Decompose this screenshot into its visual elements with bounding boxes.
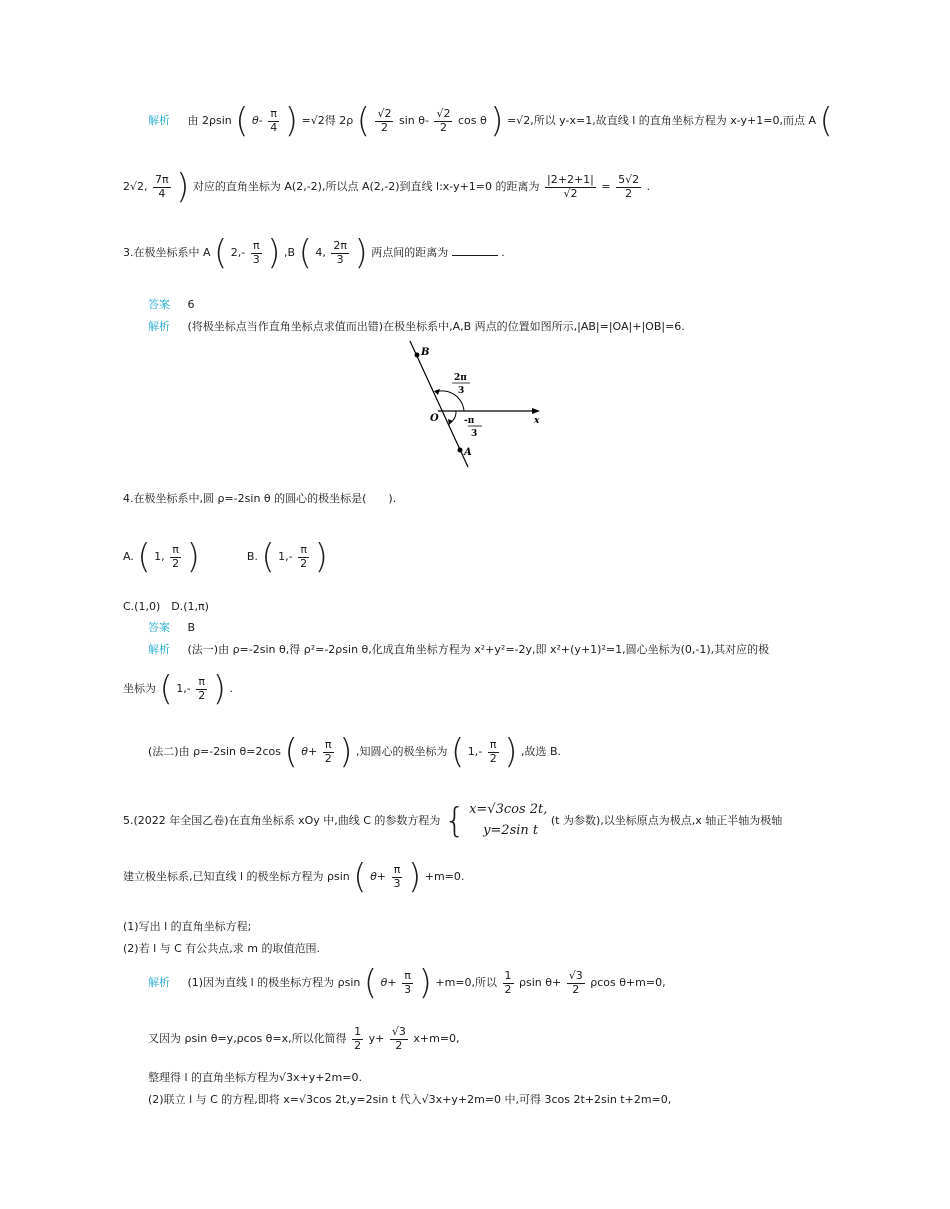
fraction: $\frac{\pi}{2}$: [198, 674, 206, 702]
paren: ): [186, 537, 200, 577]
text: ,知圆心的极坐标为: [355, 745, 448, 758]
text: 3.在极坐标系中 A: [123, 246, 211, 259]
answer-label: 答案: [148, 298, 170, 311]
fraction: $\frac{7\pi}{4}$: [155, 172, 169, 200]
text: (t 为参数),以坐标原点为极点,x 轴正半轴为极轴: [550, 813, 783, 827]
analysis-5-line-3: [148, 1069, 362, 1085]
paren: (: [298, 233, 312, 273]
text: 又因为 ρsin θ=y,ρcos θ=x,所以化简得: [148, 1032, 347, 1046]
fraction: $\frac{|2+2+1|}{√2}$: [547, 172, 594, 200]
text: (2)若 l 与 C 有公共点,求 m 的取值范围.: [123, 942, 321, 955]
answer-3: [148, 296, 195, 312]
question-5: [123, 800, 782, 842]
paren: ): [504, 732, 518, 772]
angle-label-num: 2π: [454, 373, 467, 383]
text: .: [501, 246, 505, 259]
analysis-label: 解析: [148, 320, 170, 333]
label-O: O: [430, 413, 439, 424]
text: +m=0,所以: [435, 976, 498, 989]
option-B: B.: [246, 550, 258, 563]
question-4: [123, 490, 396, 506]
paren: ): [176, 167, 190, 207]
text: 2,-: [230, 246, 246, 259]
text: (将极坐标点当作直角坐标点求值而出错)在极坐标系中,A,B 两点的位置如图所示,|AB|=|OA|+|OB|=6.: [187, 320, 685, 333]
text: +m=0.: [424, 870, 465, 883]
fraction: $\frac{5√2}{2}$: [618, 172, 640, 200]
paren: (: [450, 732, 465, 772]
polar-figure: [400, 335, 560, 475]
fraction: $\frac{2\pi}{3}$: [333, 238, 347, 266]
text: 整理得 l 的直角坐标方程为√3x+y+2m=0.: [148, 1071, 362, 1084]
fraction: $\frac{\pi}{2}$: [489, 737, 497, 765]
fraction: $\frac{1}{2}$: [504, 968, 512, 996]
question-3: [123, 233, 505, 273]
options-CD: [123, 598, 209, 614]
text: ,故选 B.: [520, 745, 561, 758]
text: =√2,所以 y-x=1,故直线 l 的直角坐标方程为 x-y+1=0,而点 A: [506, 114, 816, 127]
analysis-label: 解析: [148, 114, 170, 127]
paren: (: [819, 101, 833, 141]
text: 4,: [315, 246, 326, 259]
text: 1,-: [467, 745, 483, 758]
text: 1,: [154, 550, 165, 563]
paren: ): [490, 101, 504, 141]
text: ,B: [284, 246, 296, 259]
text: (1)写出 l 的直角坐标方程;: [123, 920, 252, 933]
answer-value: B: [187, 621, 196, 634]
text: 5.(2022 年全国乙卷)在直角坐标系 xOy 中,曲线 C 的参数方程为: [123, 813, 441, 827]
label-A: A: [464, 447, 472, 458]
fraction: $\frac{1}{2}$: [354, 1025, 362, 1052]
text: (2)联立 l 与 C 的方程,即将 x=√3cos 2t,y=2sin t 代入√3x+y+2m=0 中,可得 3cos 2t+2sin t+2m=0,: [148, 1093, 672, 1106]
fraction: $\frac{\pi}{3}$: [404, 968, 412, 996]
paren: (: [356, 101, 370, 141]
point-B: [415, 353, 420, 358]
analysis-4-line-1: [148, 641, 769, 657]
fraction: $\frac{√2}{2}$: [377, 106, 392, 134]
question-5-line-2: [123, 857, 465, 897]
answer-label: 答案: [148, 621, 170, 634]
text: 1,-: [176, 682, 191, 695]
paren: (: [214, 233, 228, 273]
text: 1,-: [278, 550, 293, 563]
equation: y=2sin t: [483, 822, 539, 838]
text: (法一)由 ρ=-2sin θ,得 ρ²=-2ρsin θ,化成直角坐标方程为 x²+y²=-2y,即 x²+(y+1)²=1,圆心坐标为(0,-1),其对应的极: [187, 643, 770, 656]
fraction: $\frac{\pi}{4}$: [270, 106, 278, 134]
text: 坐标为: [123, 682, 156, 695]
label-x: x: [534, 416, 540, 426]
text: θ+: [301, 745, 318, 758]
paren: ): [267, 233, 281, 273]
subquestion-1: [123, 918, 251, 934]
label-B: B: [421, 347, 430, 358]
text: (法二)由 ρ=-2sin θ=2cos: [148, 745, 281, 758]
analysis-4-line-2: [123, 669, 233, 709]
text: y+: [368, 1032, 385, 1046]
paren: (: [284, 732, 298, 772]
analysis-3: [148, 318, 685, 334]
param-system: [469, 800, 547, 842]
angle-label-den: 3: [471, 429, 478, 439]
paren: (: [353, 857, 367, 897]
fraction: $\frac{\pi}{2}$: [172, 542, 180, 570]
fraction: $\frac{√2}{2}$: [436, 106, 451, 134]
options-AB: [123, 537, 328, 577]
text: ρsin θ+: [519, 976, 562, 989]
text: .: [646, 180, 651, 193]
angle-label-den: 3: [458, 386, 465, 396]
equation: x=√3cos 2t,: [469, 802, 548, 817]
text: 由 2ρsin: [187, 114, 232, 127]
text: C.(1,0) D.(1,π): [123, 600, 209, 613]
text: 两点间的距离为: [371, 246, 449, 259]
answer-4: [148, 619, 195, 635]
paren: (: [235, 101, 249, 141]
paren: (: [137, 537, 151, 577]
paren: ): [314, 537, 328, 577]
fraction: $\frac{√3}{2}$: [391, 1025, 406, 1052]
text: .: [229, 682, 233, 695]
text: ρcos θ+m=0,: [590, 976, 666, 989]
text: (1)因为直线 l 的极坐标方程为 ρsin: [187, 976, 361, 989]
text: θ-: [252, 114, 263, 127]
paren: ): [284, 101, 298, 141]
paren: (: [159, 669, 173, 709]
text: θ+: [380, 976, 397, 989]
text: =√2得 2ρ: [301, 114, 354, 127]
fraction: $\frac{√3}{2}$: [568, 968, 583, 996]
paren: (: [363, 963, 378, 1003]
fraction: $\frac{\pi}{3}$: [393, 862, 401, 890]
fraction: $\frac{\pi}{3}$: [252, 238, 260, 266]
text: x+m=0,: [413, 1032, 460, 1046]
x-axis-arrow: [532, 408, 540, 414]
text: 4.在极坐标系中,圆 ρ=-2sin θ 的圆心的极坐标是( ).: [123, 492, 397, 505]
paren: ): [418, 963, 432, 1003]
analysis-4-line-3: [148, 732, 561, 772]
solution-line-1: [148, 101, 833, 141]
text: θ+: [370, 870, 387, 883]
option-A: A.: [123, 550, 134, 563]
fraction: $\frac{\pi}{2}$: [300, 542, 308, 570]
text: 2√2,: [123, 180, 148, 193]
text: 建立极坐标系,已知直线 l 的极坐标方程为 ρsin: [123, 870, 350, 883]
text: 对应的直角坐标为 A(2,-2),所以点 A(2,-2)到直线 l:x-y+1=0 的距离为: [192, 180, 540, 193]
paren: ): [339, 732, 353, 772]
text: cos θ: [457, 114, 487, 127]
brace: {: [443, 800, 466, 841]
analysis-5-line-2: [148, 1026, 460, 1052]
subquestion-2: [123, 940, 320, 956]
paren: ): [354, 233, 368, 273]
answer-blank: [452, 255, 498, 256]
angle-label-num: -π: [464, 416, 475, 426]
analysis-label: 解析: [148, 976, 170, 989]
answer-value: 6: [187, 298, 195, 311]
analysis-label: 解析: [148, 643, 170, 656]
analysis-5-line-1: [148, 963, 666, 1003]
paren: ): [212, 669, 226, 709]
paren: ): [408, 857, 422, 897]
text: =: [601, 180, 611, 193]
point-A: [458, 448, 463, 453]
solution-line-2: [123, 167, 651, 207]
text: sin θ-: [398, 114, 429, 127]
paren: (: [261, 537, 275, 577]
analysis-5-line-4: [148, 1091, 671, 1107]
fraction: $\frac{\pi}{2}$: [324, 737, 332, 765]
